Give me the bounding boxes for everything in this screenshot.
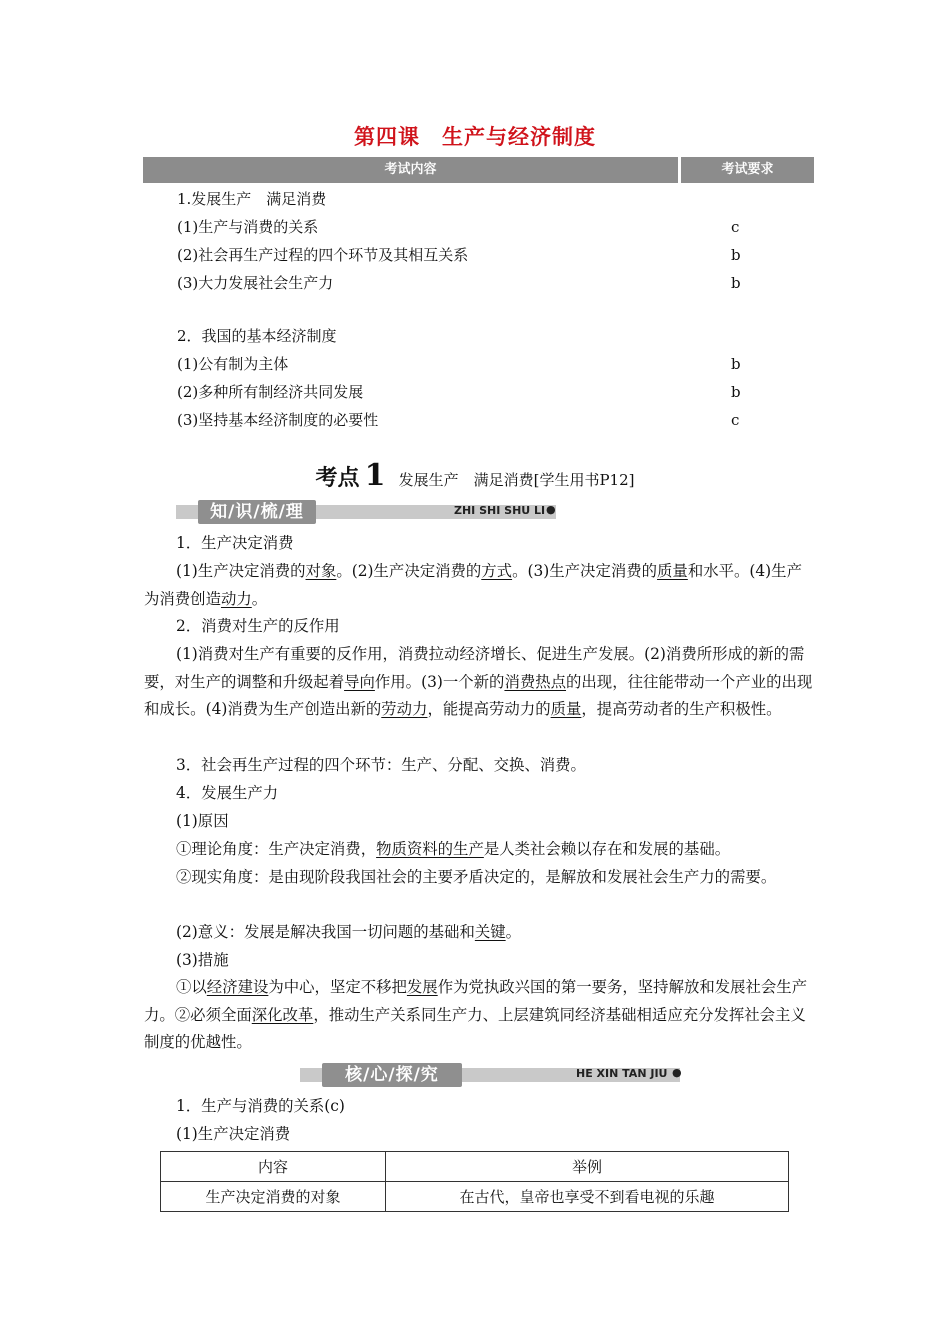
banner-tag: 知/识/梳/理	[198, 500, 316, 524]
exam-item-req: b	[731, 246, 741, 264]
knowledge-subheading: (1)原因	[176, 812, 229, 830]
exam-item-req: b	[731, 383, 741, 401]
core-subheading: (1)生产决定消费	[176, 1125, 291, 1143]
bullet-icon: ●	[546, 503, 556, 516]
exam-item-req: b	[731, 274, 741, 292]
table-cell: 在古代，皇帝也享受不到看电视的乐趣	[386, 1182, 789, 1212]
knowledge-heading: 4．发展生产力	[176, 784, 279, 802]
exam-item-req: c	[731, 411, 740, 429]
example-table	[160, 1151, 789, 1212]
exam-content-header: 考试内容	[143, 157, 678, 183]
knowledge-paragraph: (1)消费对生产有重要的反作用，消费拉动经济增长、促进生产发展。(2)消费所形成的新的需要，对生产的调整和升级起着导向作用。(3)一个新的消费热点的出现，往往能带动一个产业的出现和成长。(4)消费为生产创造出新的劳动力，能提高劳动力的质量，提高劳动者的生产积极性。	[144, 645, 813, 718]
knowledge-paragraph: ①以经济建设为中心，坚定不移把发展作为党执政兴国的第一要务，坚持解放和发展社会生产力。②必须全面深化改革，推动生产关系同生产力、上层建筑同经济基础相适应充分发挥社会主义制度的优越性。	[144, 978, 808, 1051]
banner-pinyin: ZHI SHI SHU LI	[454, 504, 546, 517]
knowledge-heading: 1．生产决定消费	[176, 534, 294, 552]
exam-group-heading: 2．我国的基本经济制度	[177, 327, 337, 345]
table-cell: 生产决定消费的对象	[161, 1182, 386, 1212]
knowledge-paragraph: (1)生产决定消费的对象。(2)生产决定消费的方式。(3)生产决定消费的质量和水平。(4)生产为消费创造动力。	[144, 562, 802, 608]
knowledge-subheading: (3)措施	[176, 951, 229, 969]
knowledge-paragraph: ①理论角度：生产决定消费，物质资料的生产是人类社会赖以存在和发展的基础。	[176, 840, 731, 858]
exam-item: (2)社会再生产过程的四个环节及其相互关系	[177, 246, 469, 264]
table-header-row	[161, 1152, 789, 1182]
section-banner-knowledge	[176, 500, 566, 524]
exam-item: (3)坚持基本经济制度的必要性	[177, 411, 379, 429]
kaodian-number: 1	[364, 458, 386, 493]
banner-tag: 核/心/探/究	[322, 1063, 462, 1087]
page-title: 第四课 生产与经济制度	[354, 125, 596, 149]
kaodian-subtitle: 发展生产 满足消费[学生用书P12]	[398, 471, 635, 489]
exam-item-req: c	[731, 218, 740, 236]
exam-item: (3)大力发展社会生产力	[177, 274, 334, 292]
knowledge-heading: 2．消费对生产的反作用	[176, 617, 340, 635]
table-header: 举例	[386, 1152, 789, 1182]
knowledge-paragraph: ②现实角度：是由现阶段我国社会的主要矛盾决定的，是解放和发展社会生产力的需要。	[176, 868, 777, 886]
exam-item: (2)多种所有制经济共同发展	[177, 383, 364, 401]
bullet-icon: ●	[672, 1066, 682, 1079]
exam-group-heading: 1.发展生产 满足消费	[177, 190, 327, 208]
exam-item: (1)公有制为主体	[177, 355, 289, 373]
table-row	[161, 1182, 789, 1212]
table-header: 内容	[161, 1152, 386, 1182]
section-banner-core	[300, 1063, 690, 1087]
banner-pinyin: HE XIN TAN JIU	[576, 1067, 668, 1080]
knowledge-heading: 3．社会再生产过程的四个环节：生产、分配、交换、消费。	[176, 756, 586, 774]
exam-item-req: b	[731, 355, 741, 373]
kaodian-heading	[0, 458, 950, 493]
exam-requirement-header: 考试要求	[681, 157, 814, 183]
knowledge-paragraph: (2)意义：发展是解决我国一切问题的基础和关键。	[176, 923, 522, 941]
exam-item: (1)生产与消费的关系	[177, 218, 319, 236]
core-heading: 1．生产与消费的关系(c)	[176, 1097, 345, 1115]
kaodian-label: 考点	[315, 466, 360, 491]
